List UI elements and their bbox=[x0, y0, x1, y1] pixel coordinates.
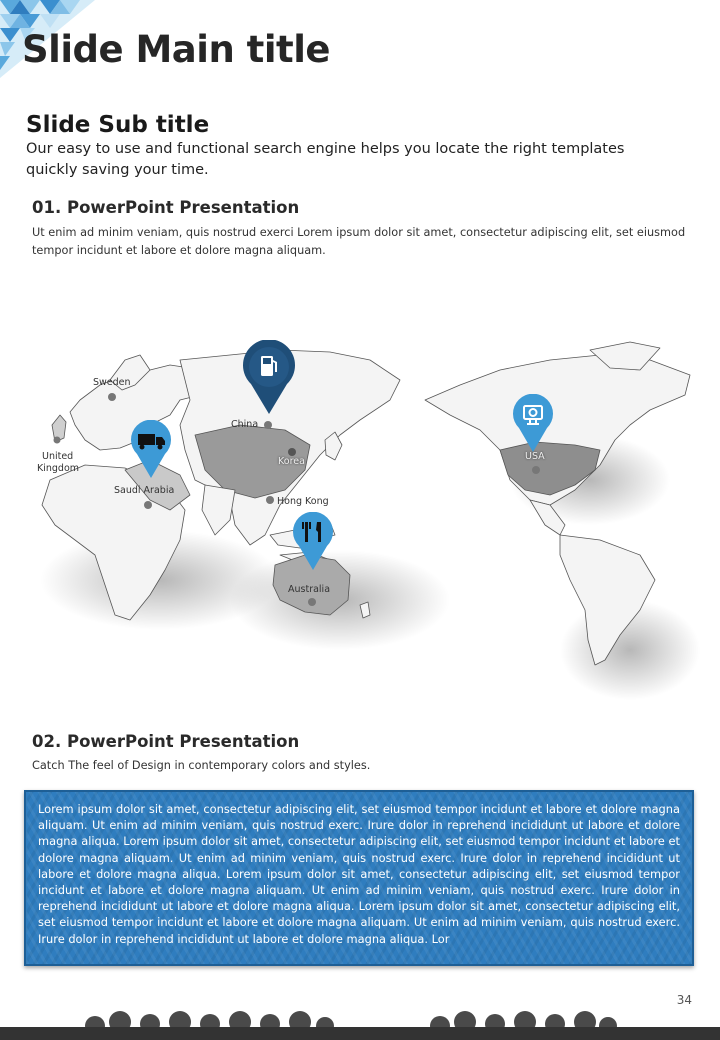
hong-kong-dot bbox=[266, 496, 274, 504]
fuel-pin bbox=[241, 340, 297, 416]
label-united-kingdom-line2: Kingdom bbox=[37, 463, 80, 474]
section2-heading: 02. PowerPoint Presentation bbox=[32, 732, 300, 751]
china-dot bbox=[264, 421, 272, 429]
label-saudi-arabia: Saudi Arabia bbox=[114, 485, 175, 496]
label-sweden: Sweden bbox=[93, 377, 131, 388]
label-usa: USA bbox=[525, 451, 545, 462]
label-korea: Korea bbox=[278, 456, 305, 467]
korea-dot bbox=[288, 448, 296, 456]
section1-text: Ut enim ad minim veniam, quis nostrud exerci Lorem ipsum dolor sit amet, consectetur adipiscing elit, set eiusmod tempor incidunt et labore et dolore magna aliquam. bbox=[32, 226, 686, 257]
uk-dot bbox=[54, 437, 61, 444]
section1-heading: 01. PowerPoint Presentation bbox=[32, 198, 300, 217]
label-united-kingdom-line1: United bbox=[42, 451, 74, 462]
subtitle-description: Our easy to use and functional search engine helps you locate the right templates quickly saving your time. bbox=[26, 141, 625, 178]
text-box bbox=[24, 790, 694, 966]
section2-text: Catch The feel of Design in contemporary colors and styles. bbox=[32, 759, 371, 772]
support-pin bbox=[512, 394, 554, 454]
page-number: 34 bbox=[676, 993, 692, 1007]
label-hong-kong: Hong Kong bbox=[277, 496, 329, 507]
truck-pin bbox=[130, 420, 172, 480]
label-australia: Australia bbox=[288, 584, 331, 595]
footer-cloud-bar bbox=[0, 1000, 720, 1040]
india-landmass bbox=[202, 485, 235, 535]
world-map bbox=[30, 330, 700, 730]
label-china: China bbox=[231, 419, 259, 430]
page-subtitle: Slide Sub title bbox=[26, 112, 210, 138]
restaurant-pin bbox=[292, 512, 334, 572]
page-title: Slide Main title bbox=[22, 28, 330, 71]
usa-dot bbox=[532, 466, 540, 474]
sweden-dot bbox=[108, 393, 116, 401]
text-box-content: Lorem ipsum dolor sit amet, consectetur adipiscing elit, set eiusmod tempor incidunt et labore et dolore magna aliquam. Ut enim ad minim veniam, quis nostrud exerc. Irure dolor in reprehend incididunt ut labore et dolore magna aliqua. Lorem ipsum dolor sit amet, consectetur adipiscing elit, set eiusmod tempor incidunt et labore et dolore magna aliquam. Ut enim ad minim veniam, quis nostrud exerc. Irure dolor in reprehend incididunt ut labore et dolore magna aliqua. Lorem ipsum dolor sit amet, consectetur adipiscing elit, set eiusmod tempor incidunt et labore et dolore magna aliquam. Ut enim ad minim veniam, quis nostrud exerc. Irure dolor in reprehend incididunt ut labore et dolore magna aliqua. Lorem ipsum dolor sit amet, consectetur adipiscing elit, set eiusmod tempor incidunt et labore et dolore magna aliquam. Ut enim ad minim veniam, quis nostrud exerc. Irure dolor in reprehend incididunt ut labore et dolore magna aliqua. Lor bbox=[38, 802, 680, 946]
australia-dot bbox=[308, 598, 316, 606]
saudi-arabia-dot bbox=[144, 501, 152, 509]
world-map-graphic bbox=[30, 330, 700, 730]
